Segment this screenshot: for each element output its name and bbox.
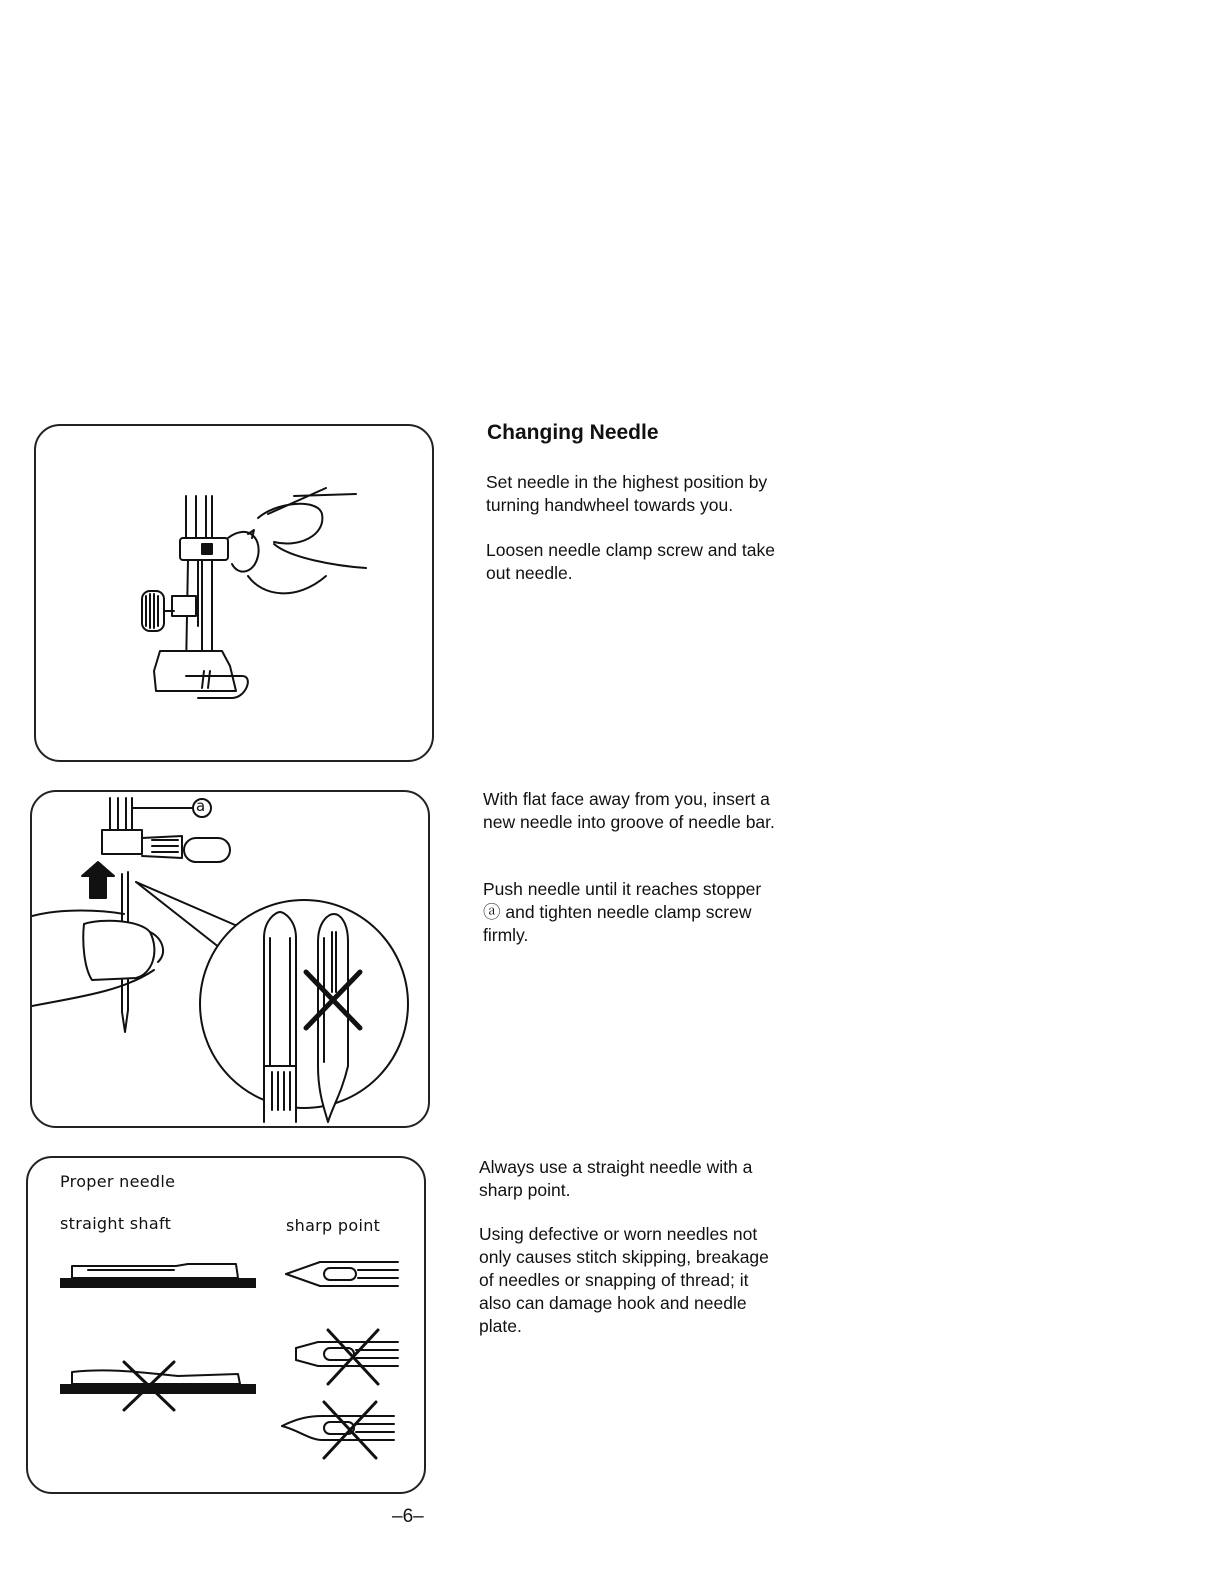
sharp-point-label: sharp point bbox=[286, 1216, 381, 1235]
needle-clamp-illustration bbox=[36, 426, 432, 760]
step-loosen-clamp: Loosen needle clamp screw and take out needle. bbox=[486, 540, 775, 583]
page-number: –6– bbox=[392, 1506, 424, 1527]
figure-loosen-clamp bbox=[34, 424, 434, 762]
step-insert-needle: With flat face away from you, insert a new needle into groove of needle bar. bbox=[483, 789, 775, 832]
step-tighten-clamp: Push needle until it reaches stopper ⓐ and tighten needle clamp screw firmly. bbox=[483, 879, 762, 945]
figure-proper-needle bbox=[26, 1156, 426, 1494]
step-set-needle-position: Set needle in the highest position by turning handwheel towards you. bbox=[486, 472, 768, 515]
straight-shaft-label: straight shaft bbox=[60, 1214, 172, 1233]
insert-needle-illustration bbox=[32, 792, 428, 1126]
figure-insert-needle bbox=[30, 790, 430, 1128]
stopper-callout-label: a bbox=[196, 797, 206, 815]
warning-defective-needles: Using defective or worn needles not only causes stitch skipping, breakage of needles or snapping of thread; it also can damage hook and needle plate. bbox=[479, 1224, 769, 1336]
tip-straight-needle: Always use a straight needle with a sharp point. bbox=[479, 1157, 753, 1200]
proper-needle-illustration bbox=[28, 1158, 424, 1492]
proper-needle-label: Proper needle bbox=[60, 1172, 176, 1191]
section-title: Changing Needle bbox=[487, 421, 659, 444]
